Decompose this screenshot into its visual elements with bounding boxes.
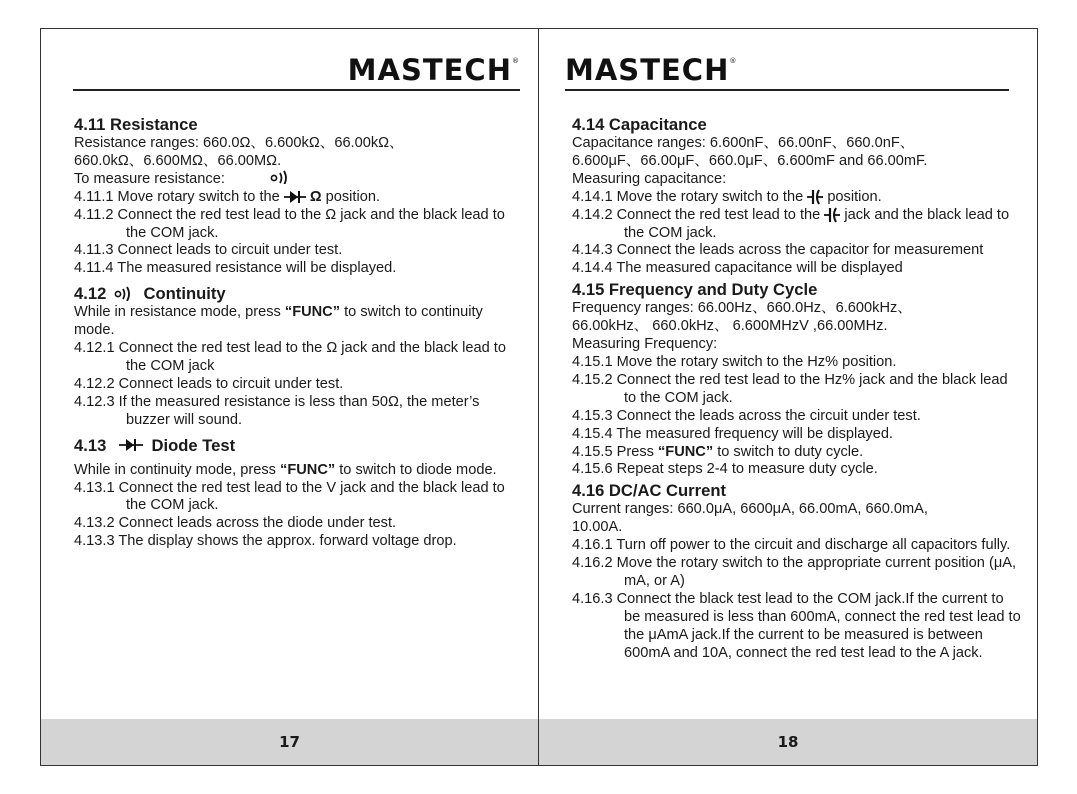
header-rule [565,51,1009,91]
capacitor-symbol-icon [824,207,840,223]
page-18 [539,29,1037,765]
section-title-4-14: 4.14 Capacitance [572,115,707,134]
measure-frequency-label: Measuring Frequency: [572,336,718,353]
step-4-15-2: 4.15.2 Connect the red test lead to the Hz% jack and the black lead to the COM jack. [572,371,1008,406]
step-4-11-4: 4.11.4 The measured resistance will be displayed. [74,260,397,277]
capacitance-ranges-line-1: Capacitance ranges: 6.600nF、66.00nF、660.0nF、 [572,135,915,151]
page-17-content [74,113,524,551]
continuity-sound-icon [113,285,137,301]
step-4-15-3: 4.15.3 Connect the leads across the circuit under test. [572,407,921,424]
header-rule [73,51,520,91]
step-4-16-3: 4.16.3 Connect the black test lead to the COM jack.If the current to be measured is less than 600mA, connect the red test lead to the μAmA jack.If the current to be measured is between 600mA and 10A, connect the red test lead to the A jack. [572,590,1021,661]
diode-symbol-icon [119,438,143,452]
resistance-ranges-line-2: 660.0kΩ、6.600MΩ、66.00MΩ. [74,152,282,169]
page-18-content [572,113,1022,662]
capacitor-symbol-icon [807,189,823,205]
section-title-4-11: 4.11 Resistance [74,115,198,134]
step-4-15-4: 4.15.4 The measured frequency will be displayed. [572,425,893,442]
step-4-15-5: 4.15.5 Press “FUNC” to switch to duty cycle. [572,443,864,460]
current-ranges-line-2: 10.00A. [572,519,623,536]
step-4-12-1: 4.12.1 Connect the red test lead to the Ω jack and the black lead to the COM jack [74,340,506,374]
frequency-ranges-line-1: Frequency ranges: 66.00Hz、660.0Hz、6.600kHz、 [572,300,912,317]
step-4-14-4: 4.14.4 The measured capacitance will be displayed [572,260,903,277]
continuity-intro: While in resistance mode, press “FUNC” to switch to continuity mode. [74,304,483,339]
step-4-15-1: 4.15.1 Move the rotary switch to the Hz% position. [572,353,897,370]
page-number-17: 17 [41,719,538,765]
step-4-16-2: 4.16.2 Move the rotary switch to the appropriate current position (μA, mA, or A) [572,555,1017,589]
manual-spread [40,28,1038,766]
diode-intro: While in continuity mode, press “FUNC” to switch to diode mode. [74,461,497,478]
resistance-ranges-line-1: Resistance ranges: 660.0Ω、6.600kΩ、66.00kΩ、 [74,135,404,151]
section-title-4-16: 4.16 DC/AC Current [572,481,726,501]
step-4-12-2: 4.12.2 Connect leads to circuit under test. [74,375,344,392]
capacitance-ranges-line-2: 6.600μF、66.00μF、660.0μF、6.600mF and 66.00mF. [572,152,928,169]
page-number-18: 18 [539,719,1037,765]
current-ranges-line-1: Current ranges: 660.0μA, 6600μA, 66.00mA, 660.0mA, [572,501,928,518]
brand-logo: MASTECH® [347,53,520,87]
step-4-13-1: 4.13.1 Connect the red test lead to the V jack and the black lead to the COM jack. [74,479,505,514]
step-4-11-1: 4.11.1 Move rotary switch to the Ω position. [74,188,381,205]
page-17 [41,29,539,765]
section-title-4-13: 4.13 Diode Test [74,435,236,455]
ohm-symbol: Ω [309,188,322,205]
step-4-14-1: 4.14.1 Move the rotary switch to the position. [572,188,882,205]
step-4-12-3: 4.12.3 If the measured resistance is less than 50Ω, the meter’s buzzer will sound. [74,393,480,428]
measure-resistance-label: To measure resistance: [74,171,524,189]
step-4-14-2: 4.14.2 Connect the red test lead to the jack and the black lead to the COM jack. [572,206,1010,241]
brand-logo: MASTECH® [565,53,738,87]
continuity-sound-icon [269,168,295,184]
step-4-13-2: 4.13.2 Connect leads across the diode under test. [74,515,397,532]
section-title-4-15: 4.15 Frequency and Duty Cycle [572,280,818,300]
section-title-4-12: 4.12 Continuity [74,284,226,304]
step-4-11-3: 4.11.3 Connect leads to circuit under test. [74,242,343,259]
step-4-13-3: 4.13.3 The display shows the approx. forward voltage drop. [74,533,457,550]
measure-capacitance-label: Measuring capacitance: [572,170,727,187]
step-4-15-6: 4.15.6 Repeat steps 2-4 to measure duty cycle. [572,461,878,478]
diode-symbol-icon [284,190,306,204]
step-4-11-2: 4.11.2 Connect the red test lead to the Ω jack and the black lead to the COM jack. [74,206,505,241]
step-4-14-3: 4.14.3 Connect the leads across the capacitor for measurement [572,242,984,259]
frequency-ranges-line-2: 66.00kHz、 660.0kHz、 6.600MHzV ,66.00MHz. [572,318,888,335]
step-4-16-1: 4.16.1 Turn off power to the circuit and discharge all capacitors fully. [572,537,1011,554]
